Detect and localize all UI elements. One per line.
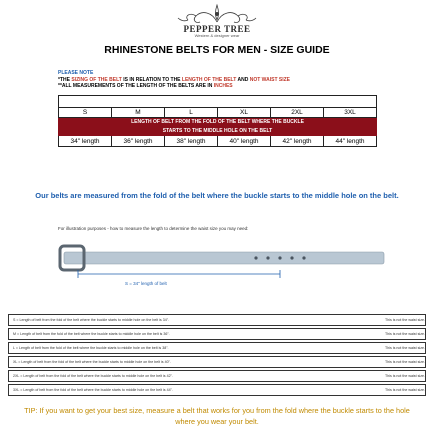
belt-hole — [290, 256, 293, 259]
note-heading: PLEASE NOTE — [58, 70, 94, 76]
size-cell: XL — [218, 108, 271, 118]
tip-text: TIP: If you want to get your best size, measure a belt that works for you from the fold where the buckle starts to the hole where you wear your belt. — [24, 406, 410, 426]
list-item: 2XL = Length of belt from the fold of the belt where the buckle starts to middle hole on the belt is 42". This is not the waist size. — [8, 370, 426, 382]
length-band-1: LENGTH OF BELT FROM THE FOLD OF THE BELT WHERE THE BUCKLE — [59, 118, 377, 127]
brand-subtitle: Western & designer wear — [194, 33, 240, 38]
note-block — [58, 70, 290, 90]
length-cell: 40" length — [218, 136, 271, 147]
belt-hole — [266, 256, 269, 259]
size-cell: L — [165, 108, 218, 118]
belt-strap — [64, 252, 384, 264]
length-cell: 42" length — [271, 136, 324, 147]
belt-hole — [302, 256, 305, 259]
illustration-caption: For illustration purposes - how to measure the length to determine the waist size you may need: — [58, 226, 249, 231]
belt-length-label: S = 34" length of belt — [125, 281, 167, 286]
note-line-1: *THE SIZING OF THE BELT IS IN RELATION TO THE LENGTH OF THE BELT AND NOT WAIST SIZE — [58, 76, 290, 83]
length-cell: 38" length — [165, 136, 218, 147]
belt-hole — [254, 256, 257, 259]
brand-name: PEPPER TREE — [183, 24, 251, 34]
page-title: RHINESTONE BELTS FOR MEN - SIZE GUIDE — [104, 44, 330, 56]
list-item: S = Length of belt from the fold of the belt where the buckle starts to middle hole on the belt is 34". This is not the waist size. — [8, 314, 426, 326]
list-item: M = Length of belt from the fold of the belt where the buckle starts to middle hole on the belt is 36". This is not the waist size. — [8, 328, 426, 340]
length-cell: 36" length — [112, 136, 165, 147]
length-band-2: STARTS TO THE MIDDLE HOLE ON THE BELT — [59, 127, 377, 136]
size-cell: S — [59, 108, 112, 118]
size-description-list — [8, 314, 426, 398]
note-line-2: **ALL MEASUREMENTS OF THE LENGTH OF THE BELTS ARE IN INCHES — [58, 83, 233, 90]
belt-illustration-icon — [56, 240, 386, 280]
list-item: L = Length of belt from the fold of the belt where the buckle starts to middle hole on the belt is 38". This is not the waist size. — [8, 342, 426, 354]
belt-hole — [278, 256, 281, 259]
size-table — [58, 95, 377, 147]
measure-instruction: Our belts are measured from the fold of the belt where the buckle starts to the middle hole on the belt. — [35, 191, 399, 200]
size-cell: 3XL — [324, 108, 377, 118]
size-cell: 2XL — [271, 108, 324, 118]
size-table-header — [59, 96, 377, 108]
size-cell: M — [112, 108, 165, 118]
list-item: XL = Length of belt from the fold of the belt where the buckle starts to middle hole on the belt is 40". This is not the waist size. — [8, 356, 426, 368]
list-item: 3XL = Length of belt from the fold of the belt where the buckle starts to middle hole on the belt is 44". This is not the waist size. — [8, 384, 426, 396]
length-cell: 34" length — [59, 136, 112, 147]
length-cell: 44" length — [324, 136, 377, 147]
